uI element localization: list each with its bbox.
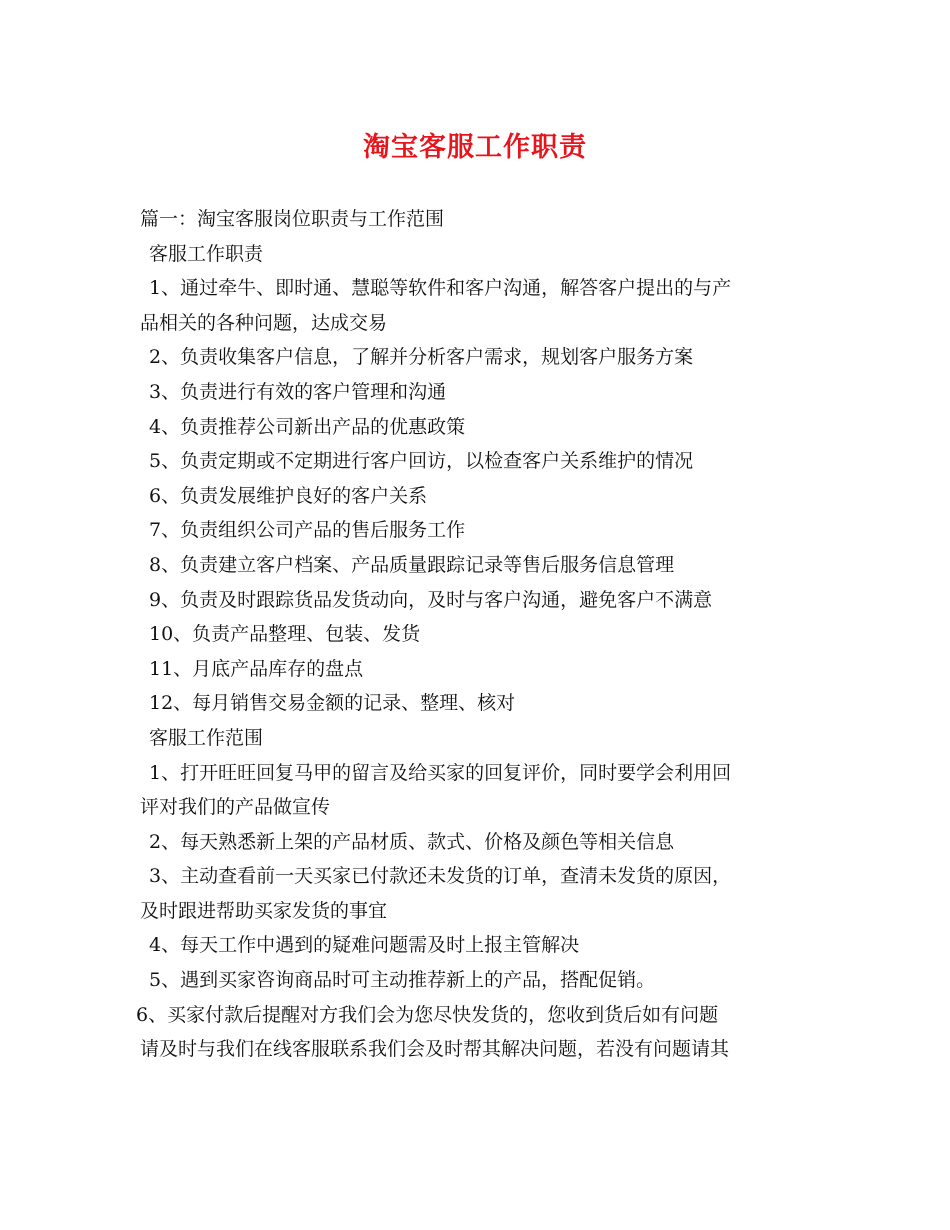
paragraph-line: 4、每天工作中遇到的疑难问题需及时上报主管解决 [149, 934, 580, 957]
paragraph-line: 1、打开旺旺回复马甲的留言及给买家的回复评价，同时要学会利用回 [149, 761, 732, 784]
paragraph-line: 请及时与我们在线客服联系我们会及时帮其解决问题，若没有问题请其 [140, 1038, 730, 1061]
document-title: 淘宝客服工作职责 [363, 132, 587, 163]
subsection-heading: 客服工作范围 [149, 726, 264, 749]
paragraph-line: 6、买家付款后提醒对方我们会为您尽快发货的，您收到货后如有问题 [136, 1003, 719, 1026]
paragraph-line: 及时跟进帮助买家发货的事宜 [140, 899, 388, 922]
paragraph-line: 5、遇到买家咨询商品时可主动推荐新上的产品，搭配促销。 [149, 969, 656, 992]
paragraph-line: 2、负责收集客户信息，了解并分析客户需求，规划客户服务方案 [149, 346, 694, 369]
paragraph-line: 3、负责进行有效的客户管理和沟通 [149, 380, 447, 403]
paragraph-line: 12、每月销售交易金额的记录、整理、核对 [149, 692, 516, 715]
paragraph-line: 1、通过牵牛、即时通、慧聪等软件和客户沟通，解答客户提出的与产 [149, 277, 732, 300]
paragraph-line: 5、负责定期或不定期进行客户回访，以检查客户关系维护的情况 [149, 450, 694, 473]
paragraph-line: 9、负责及时跟踪货品发货动向，及时与客户沟通，避免客户不满意 [149, 588, 713, 611]
paragraph-line: 品相关的各种问题，达成交易 [140, 311, 388, 334]
section-heading: 篇一：淘宝客服岗位职责与工作范围 [140, 208, 445, 230]
paragraph-line: 4、负责推荐公司新出产品的优惠政策 [149, 415, 466, 438]
paragraph-line: 8、负责建立客户档案、产品质量跟踪记录等售后服务信息管理 [149, 553, 675, 576]
paragraph-line: 6、负责发展维护良好的客户关系 [149, 484, 428, 507]
paragraph-line: 11、月底产品库存的盘点 [149, 657, 364, 680]
paragraph-line: 10、负责产品整理、包装、发货 [149, 623, 421, 646]
document-body [136, 202, 818, 1067]
paragraph-line: 3、主动查看前一天买家已付款还未发货的订单，查清未发货的原因， [149, 865, 732, 888]
subsection-heading: 客服工作职责 [149, 242, 264, 265]
paragraph-line: 7、负责组织公司产品的售后服务工作 [149, 519, 466, 542]
paragraph-line: 评对我们的产品做宣传 [140, 796, 331, 819]
paragraph-line: 2、每天熟悉新上架的产品材质、款式、价格及颜色等相关信息 [149, 830, 675, 853]
